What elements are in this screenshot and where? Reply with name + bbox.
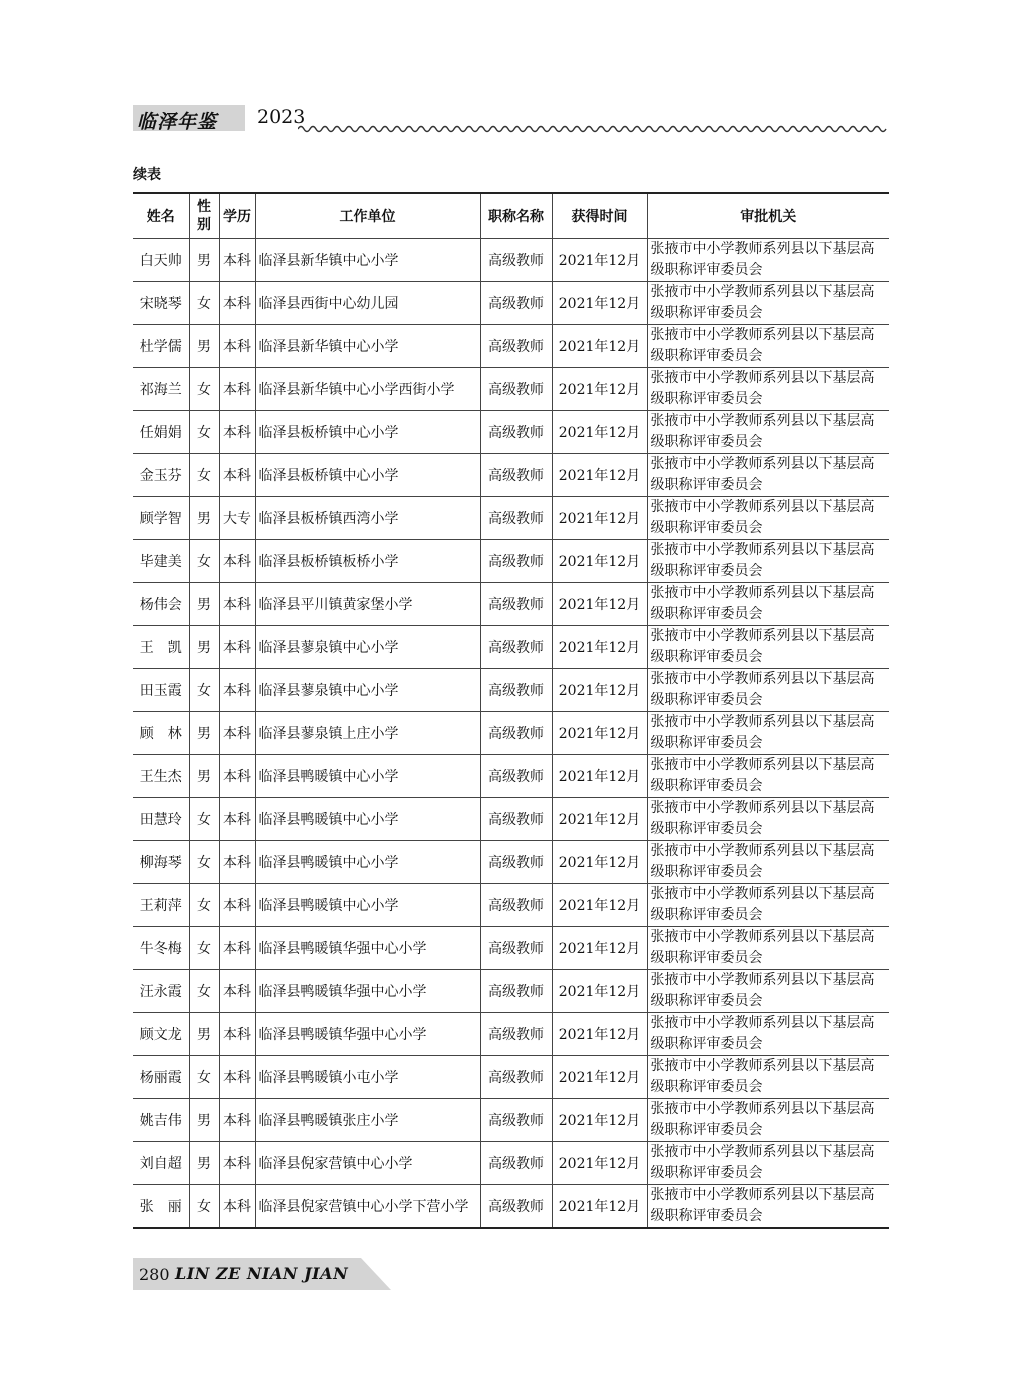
table-row [133,540,889,583]
cell-name: 王莉萍 [133,884,189,927]
cell-obtained-date: 2021年12月 [552,1099,647,1142]
cell-work-unit: 临泽县鸭暖镇中心小学 [255,884,480,927]
cell-title-name: 高级教师 [480,497,552,540]
cell-work-unit: 临泽县鸭暖镇张庄小学 [255,1099,480,1142]
cell-education: 本科 [219,970,255,1013]
cell-name: 田玉霞 [133,669,189,712]
cell-sex: 女 [189,368,219,411]
cell-obtained-date: 2021年12月 [552,927,647,970]
cell-obtained-date: 2021年12月 [552,841,647,884]
cell-approval-authority: 张掖市中小学教师系列县以下基层高级职称评审委员会 [647,1185,889,1229]
cell-education: 本科 [219,368,255,411]
cell-name: 杜学儒 [133,325,189,368]
cell-title-name: 高级教师 [480,1142,552,1185]
cell-obtained-date: 2021年12月 [552,282,647,325]
cell-sex: 女 [189,669,219,712]
cell-title-name: 高级教师 [480,239,552,282]
cell-work-unit: 临泽县鸭暖镇中心小学 [255,755,480,798]
cell-approval-authority: 张掖市中小学教师系列县以下基层高级职称评审委员会 [647,841,889,884]
cell-education: 本科 [219,1185,255,1229]
table-row [133,884,889,927]
header-title-name: 职称名称 [480,193,552,239]
cell-obtained-date: 2021年12月 [552,411,647,454]
cell-title-name: 高级教师 [480,1099,552,1142]
cell-sex: 女 [189,411,219,454]
header-name: 姓名 [133,193,189,239]
cell-education: 本科 [219,798,255,841]
cell-name: 金玉芬 [133,454,189,497]
cell-obtained-date: 2021年12月 [552,970,647,1013]
cell-work-unit: 临泽县鸭暖镇华强中心小学 [255,970,480,1013]
table-row [133,282,889,325]
cell-obtained-date: 2021年12月 [552,626,647,669]
cell-title-name: 高级教师 [480,884,552,927]
cell-obtained-date: 2021年12月 [552,497,647,540]
cell-title-name: 高级教师 [480,1056,552,1099]
table-row [133,239,889,282]
cell-education: 大专 [219,497,255,540]
cell-work-unit: 临泽县蓼泉镇中心小学 [255,669,480,712]
cell-work-unit: 临泽县倪家营镇中心小学下营小学 [255,1185,480,1229]
cell-title-name: 高级教师 [480,411,552,454]
footer-running-title: LIN ZE NIAN JIAN [175,1264,349,1283]
cell-title-name: 高级教师 [480,325,552,368]
yearbook-title: 临泽年鉴 [137,111,218,133]
cell-title-name: 高级教师 [480,583,552,626]
cell-name: 张 丽 [133,1185,189,1229]
cell-education: 本科 [219,583,255,626]
header-sex-label: 性别 [197,199,211,233]
cell-obtained-date: 2021年12月 [552,1142,647,1185]
table-row [133,325,889,368]
table-row [133,755,889,798]
cell-work-unit: 临泽县鸭暖镇中心小学 [255,841,480,884]
cell-approval-authority: 张掖市中小学教师系列县以下基层高级职称评审委员会 [647,712,889,755]
table-row [133,626,889,669]
cell-approval-authority: 张掖市中小学教师系列县以下基层高级职称评审委员会 [647,368,889,411]
cell-education: 本科 [219,1142,255,1185]
cell-title-name: 高级教师 [480,368,552,411]
table-row [133,927,889,970]
cell-approval-authority: 张掖市中小学教师系列县以下基层高级职称评审委员会 [647,1056,889,1099]
cell-name: 宋晓琴 [133,282,189,325]
cell-approval-authority: 张掖市中小学教师系列县以下基层高级职称评审委员会 [647,1142,889,1185]
cell-obtained-date: 2021年12月 [552,454,647,497]
cell-work-unit: 临泽县新华镇中心小学西街小学 [255,368,480,411]
cell-obtained-date: 2021年12月 [552,239,647,282]
cell-education: 本科 [219,1013,255,1056]
cell-name: 任娟娟 [133,411,189,454]
cell-education: 本科 [219,755,255,798]
cell-approval-authority: 张掖市中小学教师系列县以下基层高级职称评审委员会 [647,325,889,368]
cell-name: 顾文龙 [133,1013,189,1056]
cell-sex: 男 [189,497,219,540]
cell-sex: 女 [189,1185,219,1229]
cell-obtained-date: 2021年12月 [552,669,647,712]
cell-title-name: 高级教师 [480,970,552,1013]
table-row [133,497,889,540]
cell-approval-authority: 张掖市中小学教师系列县以下基层高级职称评审委员会 [647,239,889,282]
cell-work-unit: 临泽县新华镇中心小学 [255,239,480,282]
table-row [133,411,889,454]
cell-title-name: 高级教师 [480,755,552,798]
cell-work-unit: 临泽县西街中心幼儿园 [255,282,480,325]
cell-obtained-date: 2021年12月 [552,1056,647,1099]
cell-obtained-date: 2021年12月 [552,755,647,798]
cell-approval-authority: 张掖市中小学教师系列县以下基层高级职称评审委员会 [647,1099,889,1142]
cell-sex: 女 [189,927,219,970]
cell-education: 本科 [219,626,255,669]
cell-approval-authority: 张掖市中小学教师系列县以下基层高级职称评审委员会 [647,583,889,626]
table-row [133,1142,889,1185]
cell-approval-authority: 张掖市中小学教师系列县以下基层高级职称评审委员会 [647,669,889,712]
cell-obtained-date: 2021年12月 [552,712,647,755]
cell-sex: 女 [189,282,219,325]
cell-sex: 男 [189,712,219,755]
cell-title-name: 高级教师 [480,669,552,712]
continued-label: 续表 [133,167,161,183]
cell-title-name: 高级教师 [480,1185,552,1229]
cell-sex: 女 [189,798,219,841]
table-header-row [133,193,889,239]
page-number: 280 [139,1265,170,1284]
cell-obtained-date: 2021年12月 [552,583,647,626]
table-row [133,669,889,712]
table-row [133,1056,889,1099]
cell-name: 顾学智 [133,497,189,540]
cell-sex: 女 [189,540,219,583]
cell-obtained-date: 2021年12月 [552,884,647,927]
table-row [133,1013,889,1056]
cell-sex: 女 [189,970,219,1013]
cell-education: 本科 [219,454,255,497]
cell-sex: 女 [189,884,219,927]
cell-education: 本科 [219,411,255,454]
table-row [133,841,889,884]
cell-education: 本科 [219,282,255,325]
cell-work-unit: 临泽县新华镇中心小学 [255,325,480,368]
cell-work-unit: 临泽县板桥镇板桥小学 [255,540,480,583]
cell-work-unit: 临泽县倪家营镇中心小学 [255,1142,480,1185]
cell-sex: 男 [189,1013,219,1056]
cell-approval-authority: 张掖市中小学教师系列县以下基层高级职称评审委员会 [647,970,889,1013]
cell-obtained-date: 2021年12月 [552,325,647,368]
table-row [133,712,889,755]
cell-work-unit: 临泽县鸭暖镇华强中心小学 [255,927,480,970]
cell-name: 柳海琴 [133,841,189,884]
cell-title-name: 高级教师 [480,1013,552,1056]
cell-name: 王生杰 [133,755,189,798]
cell-title-name: 高级教师 [480,626,552,669]
cell-education: 本科 [219,1056,255,1099]
cell-education: 本科 [219,841,255,884]
cell-sex: 男 [189,325,219,368]
cell-sex: 女 [189,841,219,884]
cell-approval-authority: 张掖市中小学教师系列县以下基层高级职称评审委员会 [647,497,889,540]
cell-title-name: 高级教师 [480,712,552,755]
header-obtained-date: 获得时间 [552,193,647,239]
cell-sex: 男 [189,583,219,626]
cell-approval-authority: 张掖市中小学教师系列县以下基层高级职称评审委员会 [647,884,889,927]
cell-sex: 男 [189,755,219,798]
cell-name: 毕建美 [133,540,189,583]
cell-name: 王 凯 [133,626,189,669]
cell-work-unit: 临泽县蓼泉镇中心小学 [255,626,480,669]
cell-approval-authority: 张掖市中小学教师系列县以下基层高级职称评审委员会 [647,626,889,669]
cell-education: 本科 [219,540,255,583]
cell-name: 田慧玲 [133,798,189,841]
cell-education: 本科 [219,712,255,755]
cell-work-unit: 临泽县蓼泉镇上庄小学 [255,712,480,755]
header-work-unit: 工作单位 [255,193,480,239]
cell-name: 刘自超 [133,1142,189,1185]
page-header [133,103,889,133]
cell-title-name: 高级教师 [480,454,552,497]
header-approval-authority: 审批机关 [647,193,889,239]
cell-title-name: 高级教师 [480,841,552,884]
table-row [133,970,889,1013]
cell-name: 姚吉伟 [133,1099,189,1142]
cell-approval-authority: 张掖市中小学教师系列县以下基层高级职称评审委员会 [647,755,889,798]
header-wave-rule [298,123,888,135]
cell-sex: 女 [189,1056,219,1099]
cell-approval-authority: 张掖市中小学教师系列县以下基层高级职称评审委员会 [647,927,889,970]
cell-approval-authority: 张掖市中小学教师系列县以下基层高级职称评审委员会 [647,1013,889,1056]
cell-work-unit: 临泽县鸭暖镇小屯小学 [255,1056,480,1099]
cell-sex: 男 [189,626,219,669]
cell-title-name: 高级教师 [480,282,552,325]
cell-education: 本科 [219,325,255,368]
cell-work-unit: 临泽县板桥镇中心小学 [255,454,480,497]
cell-title-name: 高级教师 [480,927,552,970]
header-education: 学历 [219,193,255,239]
cell-name: 顾 林 [133,712,189,755]
cell-education: 本科 [219,1099,255,1142]
page-footer [133,1258,393,1290]
cell-approval-authority: 张掖市中小学教师系列县以下基层高级职称评审委员会 [647,540,889,583]
cell-obtained-date: 2021年12月 [552,798,647,841]
cell-sex: 男 [189,239,219,282]
table-row [133,1099,889,1142]
cell-education: 本科 [219,669,255,712]
cell-title-name: 高级教师 [480,798,552,841]
table-row [133,798,889,841]
table-row [133,583,889,626]
cell-name: 杨丽霞 [133,1056,189,1099]
cell-approval-authority: 张掖市中小学教师系列县以下基层高级职称评审委员会 [647,282,889,325]
cell-name: 牛冬梅 [133,927,189,970]
cell-approval-authority: 张掖市中小学教师系列县以下基层高级职称评审委员会 [647,411,889,454]
cell-work-unit: 临泽县鸭暖镇中心小学 [255,798,480,841]
cell-obtained-date: 2021年12月 [552,368,647,411]
cell-name: 杨伟会 [133,583,189,626]
cell-title-name: 高级教师 [480,540,552,583]
cell-sex: 男 [189,1099,219,1142]
cell-education: 本科 [219,927,255,970]
cell-work-unit: 临泽县板桥镇西湾小学 [255,497,480,540]
cell-name: 祁海兰 [133,368,189,411]
table-row [133,1185,889,1229]
personnel-table [133,192,889,1229]
cell-sex: 女 [189,454,219,497]
cell-name: 白天帅 [133,239,189,282]
table-row [133,454,889,497]
cell-obtained-date: 2021年12月 [552,1185,647,1229]
cell-approval-authority: 张掖市中小学教师系列县以下基层高级职称评审委员会 [647,454,889,497]
cell-education: 本科 [219,884,255,927]
cell-obtained-date: 2021年12月 [552,1013,647,1056]
cell-obtained-date: 2021年12月 [552,540,647,583]
cell-name: 汪永霞 [133,970,189,1013]
header-sex [189,193,219,239]
cell-work-unit: 临泽县平川镇黄家堡小学 [255,583,480,626]
table-row [133,368,889,411]
cell-education: 本科 [219,239,255,282]
cell-work-unit: 临泽县板桥镇中心小学 [255,411,480,454]
cell-work-unit: 临泽县鸭暖镇华强中心小学 [255,1013,480,1056]
cell-sex: 男 [189,1142,219,1185]
yearbook-year: 2023 [257,106,306,128]
cell-approval-authority: 张掖市中小学教师系列县以下基层高级职称评审委员会 [647,798,889,841]
